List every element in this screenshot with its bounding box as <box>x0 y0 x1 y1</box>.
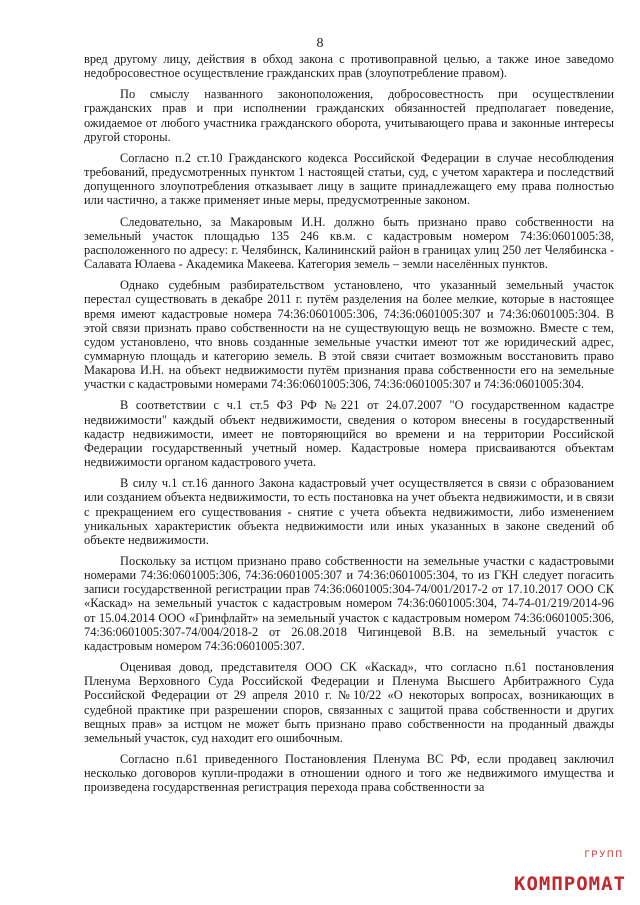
watermark-text: КОМПРОМАТ <box>514 873 626 895</box>
paragraph-1: вред другому лицу, действия в обход закона с противоправной целью, а также иное заведомо недобросовестное осуществление гражданских прав (злоупотребление правом). <box>84 52 614 81</box>
paragraph-10: Согласно п.61 приведенного Постановления Пленума ВС РФ, если продавец заключил несколько договоров купли-продажи в отношении одного и того же недвижимого имущества и произведена государственная регистрация перехода права собственности за <box>84 752 614 795</box>
paragraph-2: По смыслу названного законоположения, добросовестность при осуществлении гражданских прав и при исполнении гражданских обязанностей предполагает поведение, ожидаемое от любого участника гражданского оборота, учитывающего права и законные интересы другой стороны. <box>84 87 614 144</box>
paragraph-9: Оценивая довод, представителя ООО СК «Каскад», что согласно п.61 постановления Пленума Верховного Суда Российской Федерации и Пленума Высшего Арбитражного Суда Российской Федерации от 29 апреля 2010 г. №10/22 «О некоторых вопросах, возникающих в судебной практике при разрешении споров, связанных с защитой права собственности и других вещных прав» за истцом не может быть признано право собственности на проданный дважды земельный участок, суд находит его ошибочным. <box>84 660 614 745</box>
watermark-logo <box>466 847 626 895</box>
document-body <box>84 52 614 802</box>
page-number: 8 <box>316 36 324 51</box>
paragraph-6: В соответствии с ч.1 ст.5 ФЗ РФ №221 от 24.07.2007 "О государственном кадастре недвижимости" каждый объект недвижимости, сведения о котором внесены в государственный кадастр недвижимости, имеет не повторяющийся во времени и на территории Российской Федерации государственный учетный номер. Кадастровые номера присваиваются объектам недвижимости органом кадастрового учета. <box>84 398 614 470</box>
paragraph-8: Поскольку за истцом признано право собственности на земельные участки с кадастровыми номерами 74:36:0601005:306, 74:36:0601005:307 и 74:36:0601005:304, то из ГКН следует погасить записи государственной регистрации прав 74:36:0601005:304-74/001/2017-2 от 17.10.2017 ООО СК «Каскад» на земельный участок с кадастровым номером 74:36:0601005:304, 74-74-01/219/2014-96 от 15.04.2014 ООО «Гринфлайт» на земельный участок с кадастровым номером 74:36:0601005:306, 74:36:0601005:307-74/004/2018-2 от 26.08.2018 Чигинцевой В.В. на земельный участок с кадастровым номером 74:36:0601005:307. <box>84 554 614 653</box>
paragraph-4: Следовательно, за Макаровым И.Н. должно быть признано право собственности на земельный участок площадью 135 246 кв.м. с кадастровым номером 74:36:0601005:38, расположенного по адресу: г. Челябинск, Калининский район в границах улиц 250 лет Челябинска - Салавата Юлаева - Академика Макеева. Категория земель – земли населённых пунктов. <box>84 214 614 272</box>
paragraph-7: В силу ч.1 ст.16 данного Закона кадастровый учет осуществляется в связи с образованием или созданием объекта недвижимости, то есть постановка на учет объекта недвижимости, и в связи с прекращением его существования - снятие с учета объекта недвижимости, либо изменением уникальных характеристик объекта недвижимости или иных указанных в законе сведений об объекте недвижимости. <box>84 476 614 547</box>
paragraph-3: Согласно п.2 ст.10 Гражданского кодекса Российской Федерации в случае несоблюдения требований, предусмотренных пунктом 1 настоящей статьи, суд, с учетом характера и последствий допущенного злоупотребления отказывает лицу в защите принадлежащего ему права полностью или частично, а также применяет иные меры, предусмотренные законом. <box>84 150 614 208</box>
paragraph-5: Однако судебным разбирательством установлено, что указанный земельный участок перестал существовать в декабре 2011 г. путём разделения на более мелкие, которые в настоящее время имеют кадастровые номера 74:36:0601005:306, 74:36:0601005:307 и 74:36:0601005:304. В этой связи признать право собственности на не существующую вещь не возможно. Вместе с тем, судом установлено, что вновь созданные земельные участки имеют тот же юридический адрес, суммарную площадь и категорию земель. В этой связи считает возможным восстановить право Макарова И.Н. на объект недвижимости путём признания права собственности его на земельные участки с кадастровыми номерами 74:36:0601005:306, 74:36:0601005:307 и 74:36:0601005:304. <box>84 278 614 392</box>
watermark-superscript: ГРУПП <box>584 849 624 859</box>
